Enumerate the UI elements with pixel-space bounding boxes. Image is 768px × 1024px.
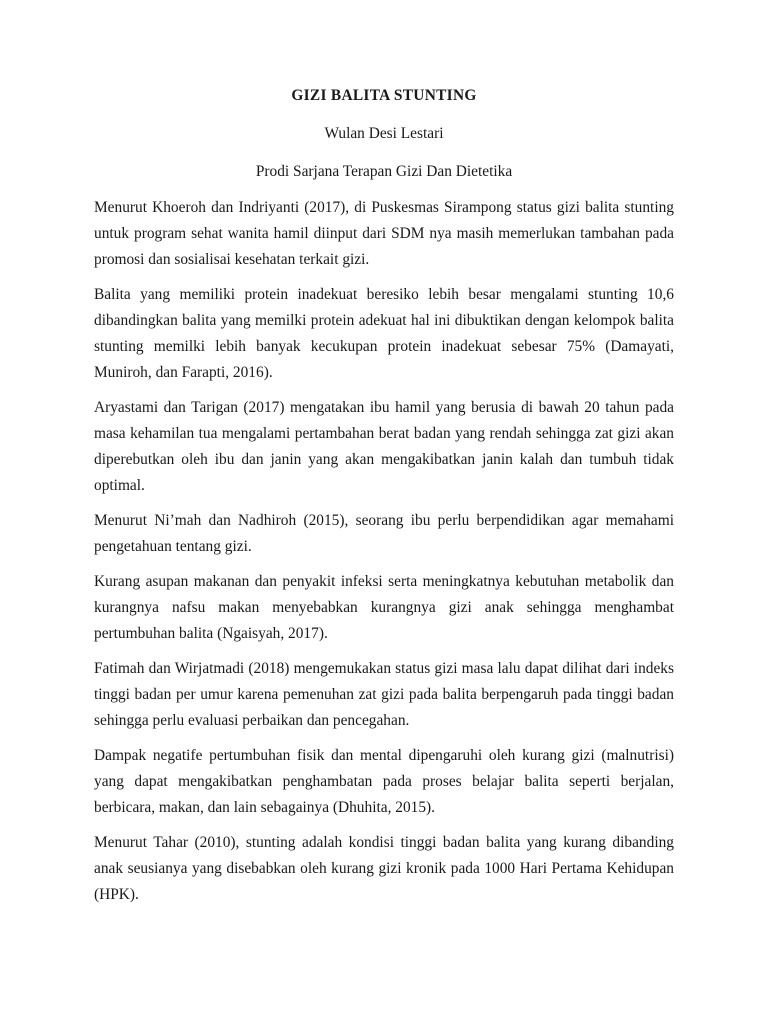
paragraph: Kurang asupan makanan dan penyakit infeksi serta meningkatnya kebutuhan metabolik dan kurangnya nafsu makan menyebabkan kurangnya gizi anak sehingga menghambat pertumbuhan balita (Ngaisyah, 2017). bbox=[94, 573, 674, 642]
document-body bbox=[94, 195, 674, 917]
paragraph: Menurut Khoeroh dan Indriyanti (2017), di Puskesmas Sirampong status gizi balita stunting untuk program sehat wanita hamil diinput dari SDM nya masih memerlukan tambahan pada promosi dan sosialisai kesehatan terkait gizi. bbox=[94, 199, 674, 268]
author-name: Wulan Desi Lestari bbox=[324, 125, 444, 142]
study-program: Prodi Sarjana Terapan Gizi Dan Dietetika bbox=[255, 163, 513, 180]
paragraph: Fatimah dan Wirjatmadi (2018) mengemukakan status gizi masa lalu dapat dilihat dari indeks tinggi badan per umur karena pemenuhan zat gizi pada balita berpengaruh pada tinggi badan sehingga perlu evaluasi perbaikan dan pencegahan. bbox=[94, 660, 674, 729]
paragraph: Aryastami dan Tarigan (2017) mengatakan ibu hamil yang berusia di bawah 20 tahun pada masa kehamilan tua mengalami pertambahan berat badan yang rendah sehingga zat gizi akan diperebutkan oleh ibu dan janin yang akan mengakibatkan janin kalah dan tumbuh tidak optimal. bbox=[94, 399, 674, 494]
paragraph: Dampak negatife pertumbuhan fisik dan mental dipengaruhi oleh kurang gizi (malnutrisi) yang dapat mengakibatkan penghambatan pada proses belajar balita seperti berjalan, berbicara, makan, dan lain sebagainya (Dhuhita, 2015). bbox=[94, 747, 674, 816]
paragraph: Menurut Tahar (2010), stunting adalah kondisi tinggi badan balita yang kurang dibanding anak seusianya yang disebabkan oleh kurang gizi kronik pada 1000 Hari Pertama Kehidupan (HPK). bbox=[94, 834, 674, 903]
paragraph: Balita yang memiliki protein inadekuat beresiko lebih besar mengalami stunting 10,6 dibandingkan balita yang memilki protein adekuat hal ini dibuktikan dengan kelompok balita stunting memilki lebih banyak kecukupan protein inadekuat sebesar 75% (Damayati, Muniroh, dan Farapti, 2016). bbox=[94, 286, 674, 381]
document-title: GIZI BALITA STUNTING bbox=[291, 87, 477, 104]
paragraph: Menurut Ni’mah dan Nadhiroh (2015), seorang ibu perlu berpendidikan agar memahami pengetahuan tentang gizi. bbox=[94, 512, 674, 555]
